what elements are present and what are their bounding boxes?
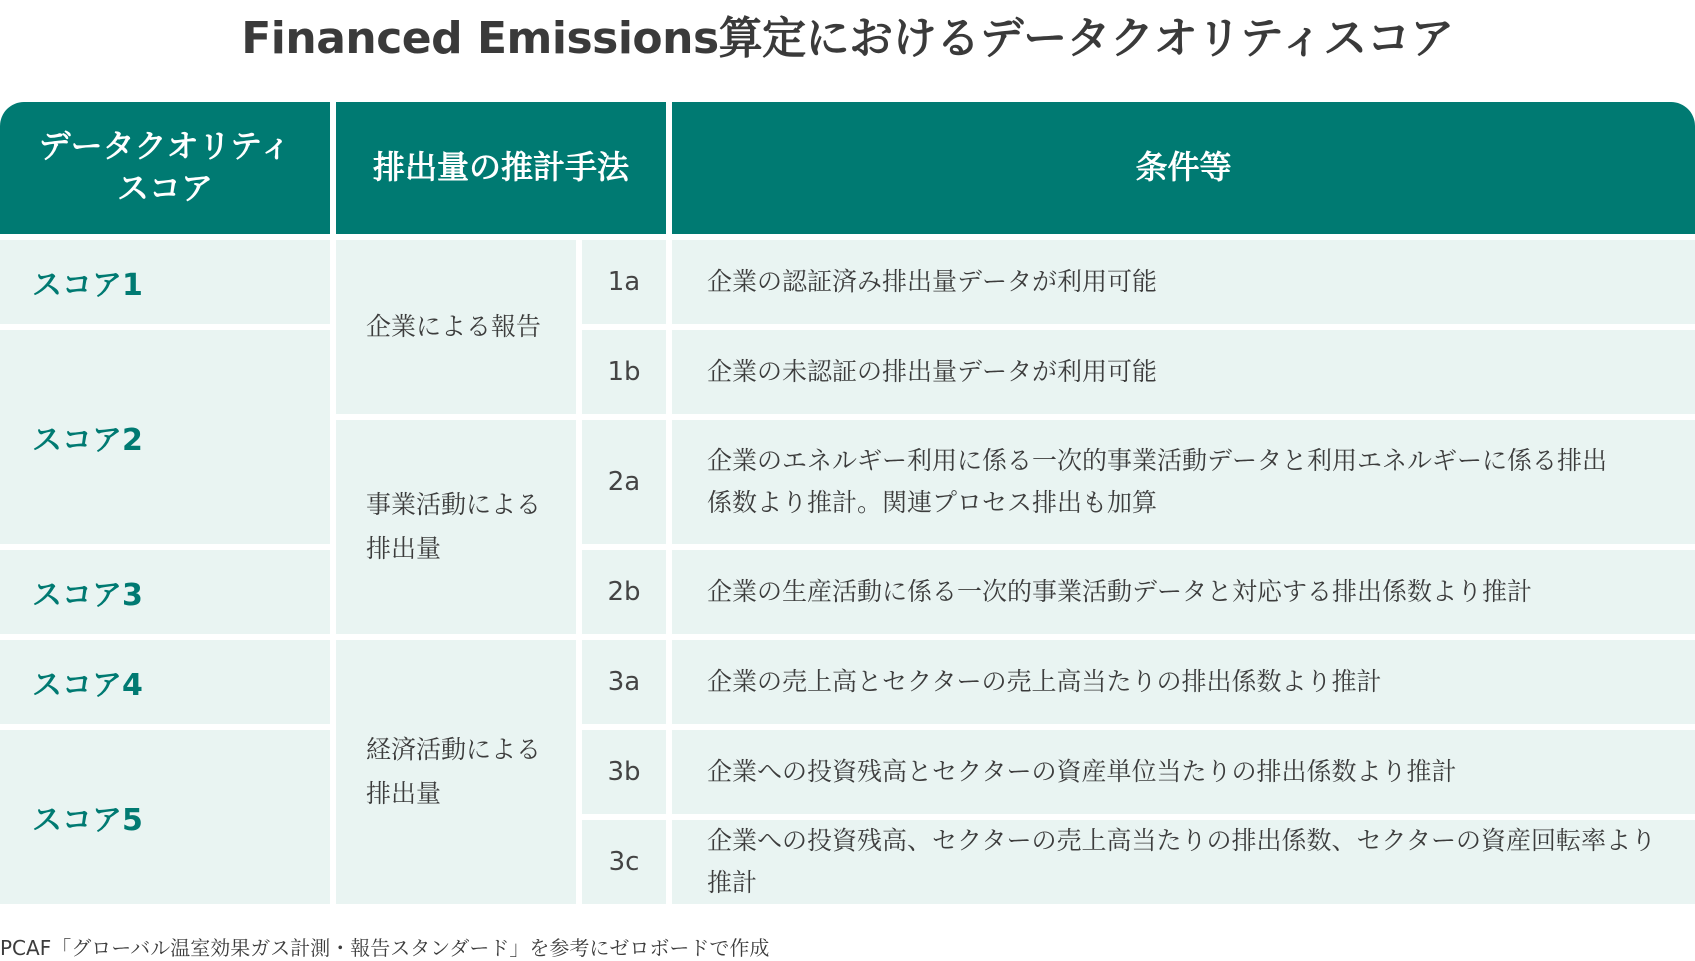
data-quality-table [0, 102, 1695, 920]
score-2: スコア2 [0, 330, 330, 544]
header-method: 排出量の推計手法 [336, 102, 666, 234]
condition-3b: 企業への投資残高とセクターの資産単位当たりの排出係数より推計 [672, 730, 1695, 814]
code-1a: 1a [582, 240, 666, 324]
code-3c: 3c [582, 820, 666, 904]
score-4: スコア4 [0, 640, 330, 724]
code-2b: 2b [582, 550, 666, 634]
score-1: スコア1 [0, 240, 330, 324]
score-3: スコア3 [0, 550, 330, 634]
header-score: データクオリティ スコア [0, 102, 330, 234]
code-3a: 3a [582, 640, 666, 724]
source-note: PCAF「グローバル温室効果ガス計測・報告スタンダード」を参考にゼロボードで作成 [0, 936, 770, 960]
method-business-activity: 事業活動による 排出量 [336, 420, 576, 634]
condition-1b: 企業の未認証の排出量データが利用可能 [672, 330, 1695, 414]
method-economic-activity: 経済活動による 排出量 [336, 640, 576, 904]
condition-2a: 企業のエネルギー利用に係る一次的事業活動データと利用エネルギーに係る排出 係数より推計。関連プロセス排出も加算 [672, 420, 1695, 544]
condition-3c: 企業への投資残高、セクターの売上高当たりの排出係数、セクターの資産回転率より推計 [672, 820, 1695, 904]
page-title: Financed Emissions算定におけるデータクオリティスコア [241, 13, 1454, 64]
condition-1a: 企業の認証済み排出量データが利用可能 [672, 240, 1695, 324]
method-company-report: 企業による報告 [336, 240, 576, 414]
condition-3a: 企業の売上高とセクターの売上高当たりの排出係数より推計 [672, 640, 1695, 724]
code-1b: 1b [582, 330, 666, 414]
header-conditions: 条件等 [672, 102, 1695, 234]
code-3b: 3b [582, 730, 666, 814]
condition-2b: 企業の生産活動に係る一次的事業活動データと対応する排出係数より推計 [672, 550, 1695, 634]
score-5: スコア5 [0, 730, 330, 904]
code-2a: 2a [582, 420, 666, 544]
